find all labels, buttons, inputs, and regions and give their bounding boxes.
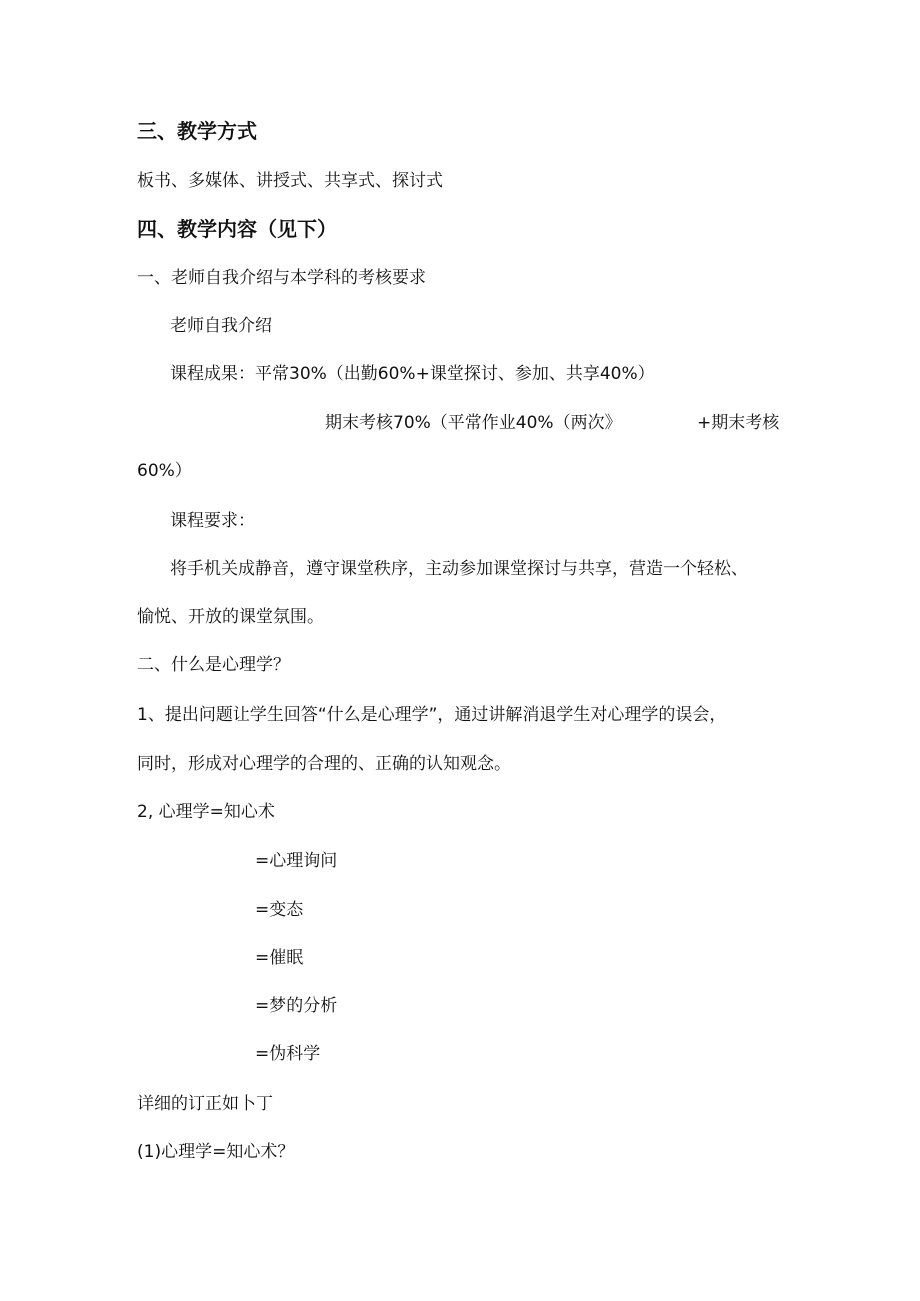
section-4-heading: 四、教学内容（见下） [137,217,337,241]
teacher-intro-text: 老师自我介绍 [170,316,272,336]
section-3-heading: 三、教学方式 [137,119,257,143]
part-2-title: 二、什么是心理学？ [137,655,290,675]
requirements-text-line-2: 愉悦、开放的课堂氛围。 [137,607,324,627]
equals-item: =变态 [255,900,304,920]
equals-item: =催眠 [255,948,304,968]
equals-item: =心理询问 [255,851,338,871]
requirements-label: 课程要求： [170,511,255,531]
teaching-methods-text: 板书、多媒体、讲授式、共享式、探讨式 [137,171,443,191]
part-1-title: 一、老师自我介绍与本学科的考核要求 [137,268,426,288]
equals-item: =伪科学 [255,1044,321,1064]
grading-line-2-right: +期末考核 [697,413,780,433]
grading-line-3: 60%） [137,461,192,481]
grading-line-2-left: 期末考核70%（平常作业40%（两次》 [325,413,622,433]
requirements-text-line-1: 将手机关成静音，遵守课堂秩序，主动参加课堂探讨与共享，营造一个轻松、 [170,559,748,579]
item-2-text: 2, 心理学=知心术 [137,802,275,822]
item-1-line-2: 同时，形成对心理学的合理的、正确的认知观念。 [137,754,511,774]
equals-item: =梦的分析 [255,996,338,1016]
grading-line-1: 课程成果：平常30%（出勤60%+课堂探讨、参加、共享40%） [170,364,655,384]
sub-item-1: (1)心理学=知心术？ [137,1142,295,1162]
detail-text: 详细的订正如卜丁 [137,1094,273,1114]
item-1-line-1: 1、提出问题让学生回答“什么是心理学”，通过讲解消退学生对心理学的误会， [137,705,727,725]
